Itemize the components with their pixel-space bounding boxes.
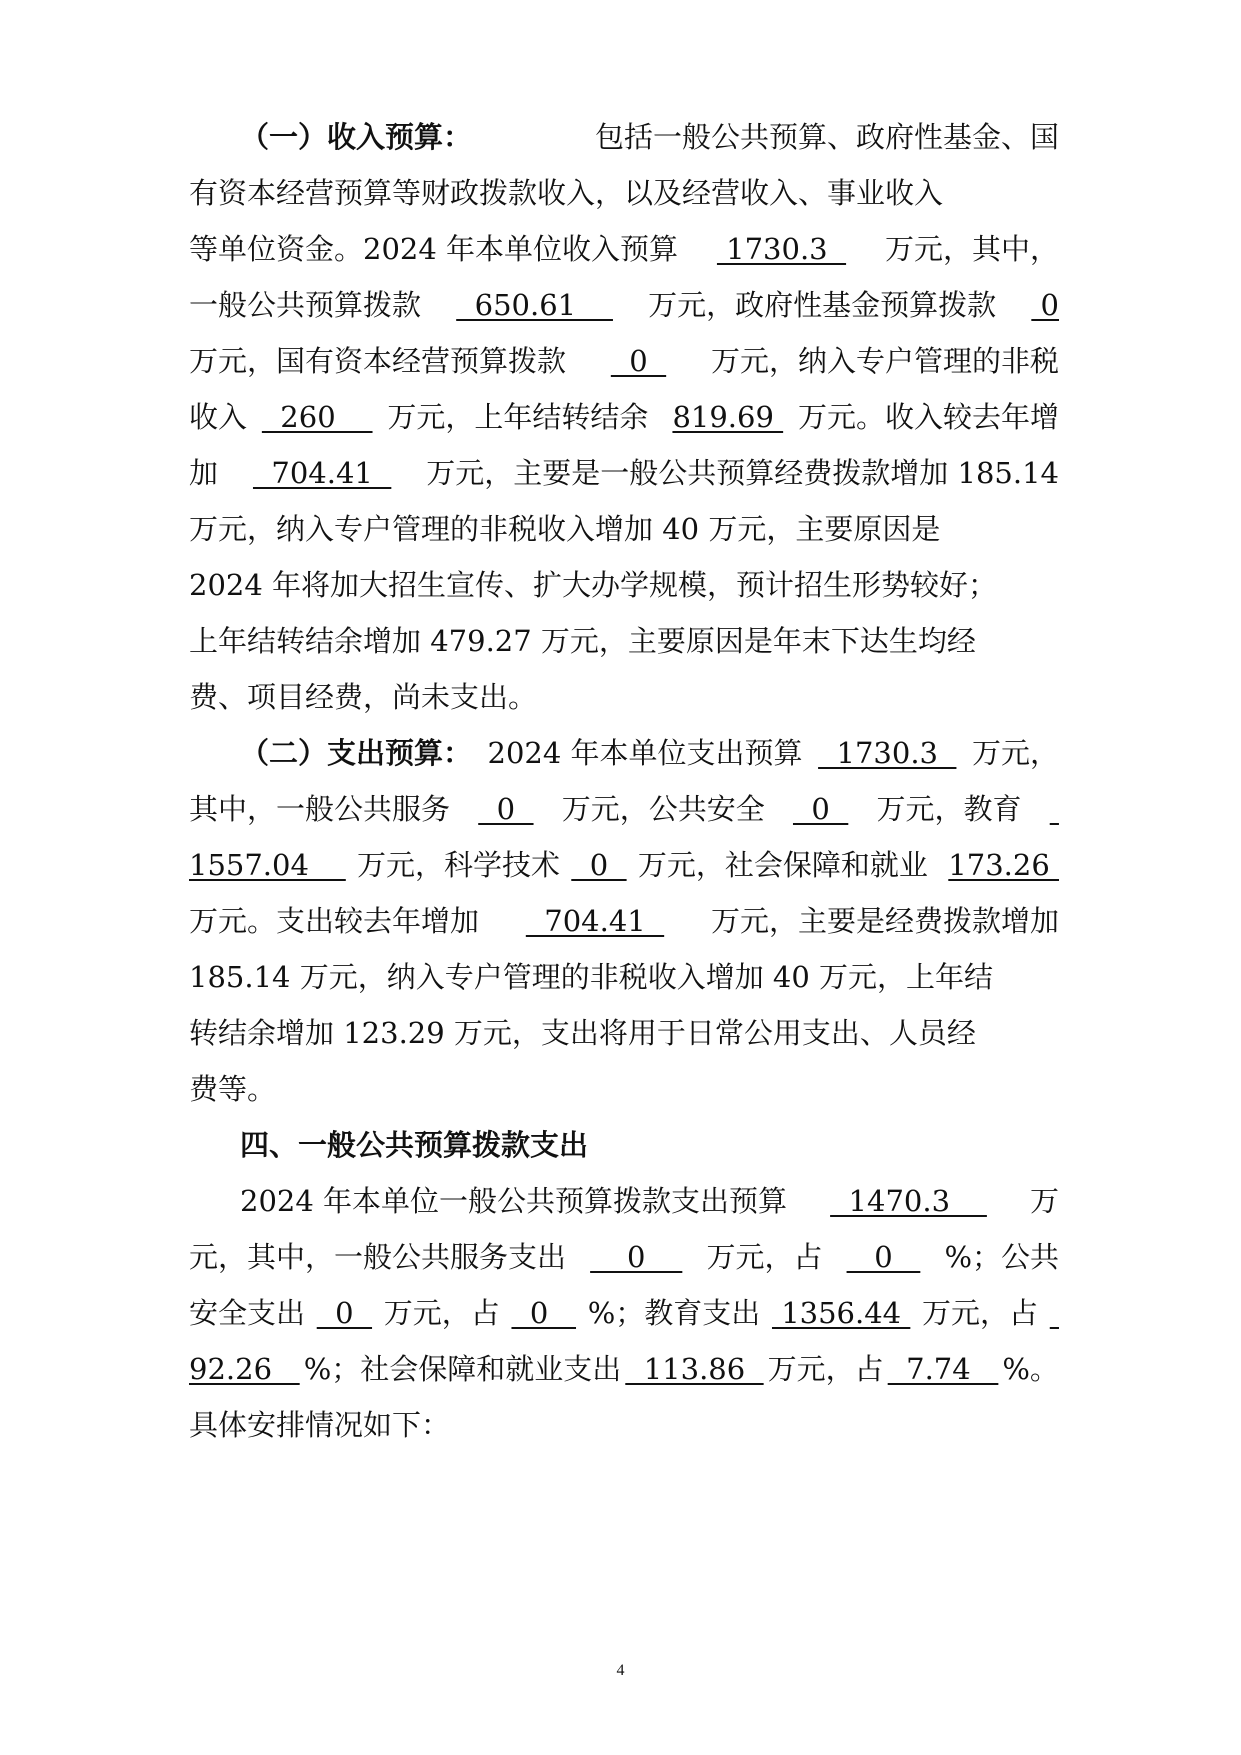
text-line <box>240 1176 1059 1226</box>
text-segment: 安全支出 <box>189 1296 306 1330</box>
text-segment: 万元，占 <box>383 1296 500 1330</box>
filled-value: 1730.3 <box>818 736 957 770</box>
filled-value: 704.41 <box>252 456 392 490</box>
text-segment: 2024 年本单位一般公共预算拨款支出预算 <box>240 1184 788 1218</box>
text-segment: 转结余增加 123.29 万元，支出将用于日常公用支出、人员经 <box>189 1016 976 1050</box>
filled-value: 0 <box>846 1240 921 1274</box>
filled-value: 173.26 <box>948 848 1059 882</box>
filled-value: 819.69 <box>672 400 784 434</box>
text-segment: 185.14 万元，纳入专户管理的非税收入增加 40 万元，上年结 <box>189 960 994 994</box>
text-line <box>189 1400 1059 1450</box>
filled-value: 0 <box>571 848 627 882</box>
text-segment: 万元，主要是一般公共预算经费拨款增加 185.14 <box>426 456 1059 490</box>
text-segment: %；公共 <box>944 1240 1059 1274</box>
text-segment: 加 <box>189 456 219 490</box>
text-segment: 上年结转结余增加 479.27 万元，主要原因是年末下达生均经 <box>189 624 976 658</box>
text-line <box>189 168 1059 218</box>
text-line <box>189 840 1059 890</box>
section-label: （二）支出预算： <box>240 736 473 770</box>
filled-value: 113.86 <box>625 1352 764 1386</box>
page-number: 4 <box>616 1662 625 1679</box>
filled-value: 0 <box>610 344 667 378</box>
text-segment: 万元。支出较去年增加 <box>189 904 480 938</box>
text-segment: 收入 <box>189 400 248 434</box>
filled-value: 1356.44 <box>771 1296 911 1330</box>
text-segment: 万元，占 <box>767 1352 884 1386</box>
filled-value: 0 <box>792 792 849 826</box>
text-line <box>189 784 1059 834</box>
filled-value: 0 <box>511 1296 577 1330</box>
filled-value: 1730.3 <box>716 232 847 266</box>
text-line <box>189 336 1059 386</box>
text-segment: 费等。 <box>189 1072 277 1106</box>
text-segment: 2024 年将加大招生宣传、扩大办学规模，预计招生形势较好； <box>189 568 998 602</box>
text-segment: 万元，社会保障和就业 <box>637 848 938 882</box>
text-segment: 万元，纳入专户管理的非税收入增加 40 万元，主要原因是 <box>189 512 941 546</box>
text-line <box>189 672 1059 722</box>
text-segment: 具体安排情况如下： <box>189 1408 451 1442</box>
filled-value: 0 <box>316 1296 373 1330</box>
text-segment: 万元，上年结转结余 <box>387 400 658 434</box>
text-line <box>189 224 1059 274</box>
filled-value: 0 <box>590 1240 683 1274</box>
text-line <box>189 1064 1059 1114</box>
filled-value: 0 <box>478 792 534 826</box>
text-line <box>189 448 1059 498</box>
text-segment: 万元，主要是经费拨款增加 <box>710 904 1059 938</box>
text-line <box>189 1288 1059 1338</box>
section-heading: 四、一般公共预算拨款支出 <box>240 1128 589 1162</box>
filled-value: 7.74 <box>887 1352 999 1386</box>
text-segment: 元，其中，一般公共服务支出 <box>189 1240 567 1274</box>
text-segment: 其中，一般公共服务 <box>189 792 451 826</box>
filled-value: 704.41 <box>525 904 665 938</box>
text-line <box>189 504 1059 554</box>
text-line <box>189 1232 1059 1282</box>
text-segment: 一般公共预算拨款 <box>189 288 422 322</box>
section-label: （一）收入预算： <box>240 120 473 154</box>
filled-value: 650.61 <box>456 288 613 322</box>
text-segment: %；教育支出 <box>587 1296 761 1330</box>
text-segment: 万元。收入较去年增 <box>797 400 1059 434</box>
text-line <box>189 952 1059 1002</box>
text-segment: 万元，教育 <box>876 792 1022 826</box>
text-segment: 万元，公共安全 <box>561 792 765 826</box>
text-segment: 2024 年本单位支出预算 <box>487 736 803 770</box>
text-line <box>189 560 1059 610</box>
text-segment: 万元，占 <box>922 1296 1039 1330</box>
text-segment: 包括一般公共预算、政府性基金、国 <box>594 120 1059 154</box>
text-line <box>240 112 1059 162</box>
filled-value: 1557.04 <box>189 848 346 882</box>
text-line <box>240 1120 1059 1170</box>
text-line <box>189 1344 1059 1394</box>
text-line <box>189 896 1059 946</box>
text-segment: %；社会保障和就业支出 <box>303 1352 622 1386</box>
filled-value <box>1050 1288 1059 1338</box>
text-segment: 万元，纳入专户管理的非税 <box>710 344 1059 378</box>
text-line <box>189 392 1059 442</box>
filled-value: 92.26 <box>189 1352 300 1386</box>
text-segment: 万 <box>1029 1184 1059 1218</box>
text-segment: 万元，其中， <box>884 232 1059 266</box>
text-segment: 万元，科学技术 <box>357 848 561 882</box>
text-line <box>240 728 1059 778</box>
text-segment: 费、项目经费，尚未支出。 <box>189 680 538 714</box>
text-segment: 等单位资金。2024 年本单位收入预算 <box>189 232 679 266</box>
text-segment: %。 <box>1002 1352 1059 1386</box>
text-segment: 万元，国有资本经营预算拨款 <box>189 344 567 378</box>
filled-value: 0 <box>1031 288 1059 322</box>
text-segment: 万元， <box>971 736 1059 770</box>
text-line <box>189 616 1059 666</box>
text-segment: 万元，占 <box>706 1240 823 1274</box>
filled-value: 260 <box>261 400 373 434</box>
text-line <box>189 1008 1059 1058</box>
text-segment: 万元，政府性基金预算拨款 <box>648 288 997 322</box>
filled-value <box>1050 784 1059 834</box>
text-segment: 有资本经营预算等财政拨款收入，以及经营收入、事业收入 <box>189 176 944 210</box>
text-line <box>189 280 1059 330</box>
filled-value: 1470.3 <box>830 1184 987 1218</box>
